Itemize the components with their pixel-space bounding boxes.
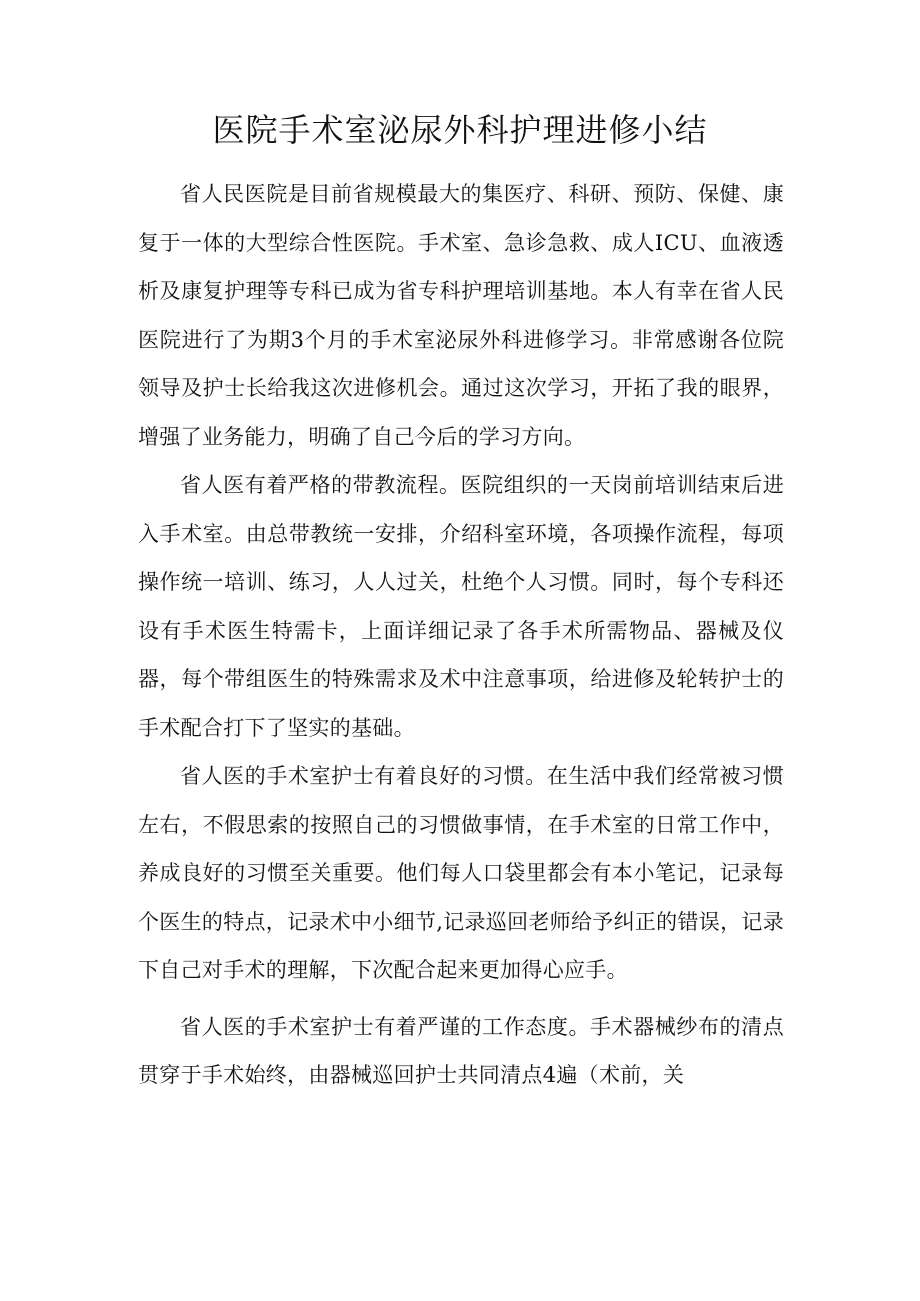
paragraph-good-habits: 省人医的手术室护士有着良好的习惯。在生活中我们经常被习惯左右，不假思索的按照自己的习惯做事情，在手术室的日常工作中，养成良好的习惯至关重要。他们每人口袋里都会有本小笔记，记录每个医生的特点，记录术中小细节,记录巡回老师给予纠正的错误，记录下自己对手术的理解，下次配合起来更加得心应手。 <box>138 764 784 982</box>
paragraph-intro: 省人民医院是目前省规模最大的集医疗、科研、预防、保健、康复于一体的大型综合性医院。手术室、急诊急救、成人ICU、血液透析及康复护理等专科已成为省专科护理培训基地。本人有幸在省人民医院进行了为期3个月的手术室泌尿外科进修学习。非常感谢各位院领导及护士长给我这次进修机会。通过这次学习，开拓了我的眼界，增强了业务能力，明确了自己今后的学习方向。 <box>138 182 784 449</box>
document-title: 医院手术室泌尿外科护理进修小结 <box>212 111 708 149</box>
paragraph-teaching-process: 省人医有着严格的带教流程。医院组织的一天岗前培训结束后进入手术室。由总带教统一安排，介绍科室环境，各项操作流程，每项操作统一培训、练习，人人过关，杜绝个人习惯。同时，每个专科还设有手术医生特需卡，上面详细记录了各手术所需物品、器械及仪器，每个带组医生的特殊需求及术中注意事项，给进修及轮转护士的手术配合打下了坚实的基础。 <box>138 473 784 740</box>
paragraph-rigorous-attitude: 省人医的手术室护士有着严谨的工作态度。手术器械纱布的清点贯穿于手术始终，由器械巡回护士共同清点4遍（术前，关 <box>138 1014 784 1087</box>
document-body <box>138 170 784 1100</box>
